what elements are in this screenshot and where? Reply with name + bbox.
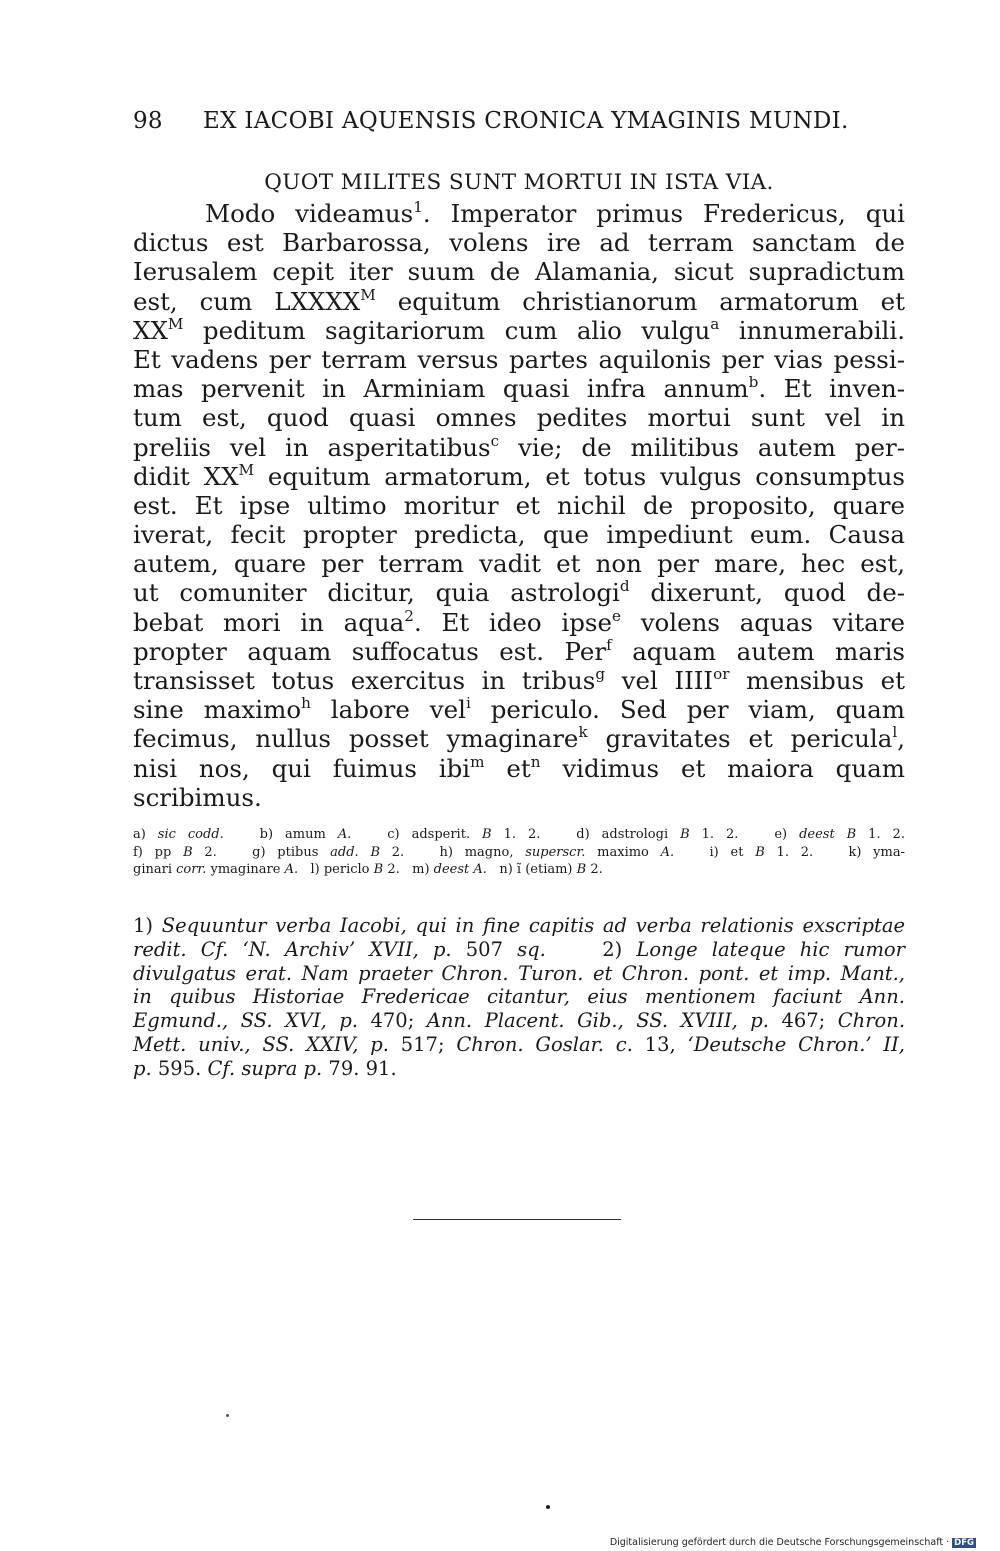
variant-line: f) pp B 2. g) ptibus add. B 2. h) magno, superscr. maximo A. i) et B 1. 2. k) yma- [133, 844, 905, 860]
dfg-logo: DFG [954, 1537, 974, 1548]
speck-mark [226, 1414, 229, 1417]
digitization-credit [610, 1537, 976, 1548]
text-line: nisi nos, qui fuimus ibi$^m$ $et^n$ vidimus et maiora quam [133, 752, 905, 783]
end-rule [413, 1219, 621, 1220]
text-line: Et vadens per terram versus partes aquilonis per vias pessi- [133, 344, 905, 374]
text-line: tum est, quod quasi omnes pedites mortui sunt vel in [133, 403, 905, 433]
page-number: 98 [133, 108, 163, 134]
text-line: dictus est Barbarossa, volens ire ad terram sanctam de [133, 228, 905, 258]
text-line: scribimus. [133, 782, 262, 812]
credit-text: Digitalisierung gefördert durch die Deutsche Forschungsgemeinschaft · [609, 1537, 950, 1548]
footnote-line: divulgatus erat. Nam praeter Chron. Turon. et Chron. pont. et imp. Mant., [133, 961, 905, 985]
text-line: propter aquam suffocatus est. Per$^f$ aquam autem maris [133, 635, 905, 666]
footnote-line: Egmund., SS. XVI, p. 470; Ann. Placent. Gib., SS. XVIII, p. 467; Chron. [133, 1009, 906, 1033]
text-line: $XX^M$ peditum sagitariorum cum alio vulgu$^a$ innumerabili. [133, 314, 905, 345]
text-line: preliis vel in asperitatibus$^c$ vie; de militibus autem per- [133, 431, 905, 462]
text-line: ut comuniter dicitur, quia astrologi$^d$ dixerunt, quod de- [133, 577, 905, 608]
text-line: Ierusalem cepit iter suum de Alamania, sicut supradictum [133, 257, 905, 287]
variant-apparatus [133, 826, 905, 879]
text-line: est, cum $LXXXX^M$ equitum christianorum armatorum et [133, 285, 905, 316]
text-line: transisset totus exercitus in tribus$^g$ vel $IIII^{or}$ mensibus et [133, 665, 905, 695]
footnote-line: redit. Cf. ‘N. Archiv’ XVII, p. 507 sq. 2) Longe lateque hic rumor [133, 937, 905, 961]
text-line: fecimus, nullus posset ymaginare$^k$ gravitates et pericula$^l$, [133, 723, 905, 754]
text-line: Modo videamus$^1$. Imperator primus Fredericus, qui [205, 198, 906, 228]
running-header [133, 108, 905, 134]
main-text [133, 199, 905, 812]
text-line: est. Et ipse ultimo moritur et nichil de proposito, quare [133, 490, 905, 520]
text-line: bebat mori in aqua$^2$. Et ideo ipse$^e$ volens aquas vitare [133, 606, 905, 637]
footnote-line: in quibus Historiae Fredericae citantur, eius mentionem faciunt Ann. [133, 985, 905, 1009]
text-line: autem, quare per terram vadit et non per mare, hec est, [133, 549, 905, 579]
section-title: QUOT MILITES SUNT MORTUI IN ISTA VIA. [264, 170, 774, 195]
speck-mark [546, 1505, 550, 1509]
footnote-line: 1) Sequuntur verba Iacobi, qui in fine capitis ad verba relationis exscriptae [133, 914, 905, 937]
footnotes [133, 914, 905, 1081]
variant-line: ginari corr. ymaginare A. l) periclo B 2. m) deest A. n) ĩ (etiam) B 2. [133, 862, 603, 877]
text-line: sine maximo$^h$ labore vel$^i$ periculo. Sed per viam, quam [133, 694, 906, 725]
text-line: mas pervenit in Arminiam quasi infra annum$^b$. Et inven- [133, 373, 905, 404]
text-line: didit $XX^M$ equitum armatorum, et totus vulgus consumptus [133, 460, 905, 491]
running-title: EX IACOBI AQUENSIS CRONICA YMAGINIS MUNDI. [203, 108, 849, 134]
footnote-line: p. 595. Cf. supra p. 79. 91. [133, 1056, 397, 1080]
variant-line: a) sic codd. b) amum A. c) adsperit. B 1. 2. d) adstrologi B 1. 2. e) deest B 1. 2. [133, 827, 905, 842]
text-line: iverat, fecit propter predicta, que impediunt eum. Causa [133, 520, 905, 550]
footnote-line: Mett. univ., SS. XXIV, p. 517; Chron. Goslar. c. 13, ‘Deutsche Chron.’ II, [133, 1032, 905, 1056]
